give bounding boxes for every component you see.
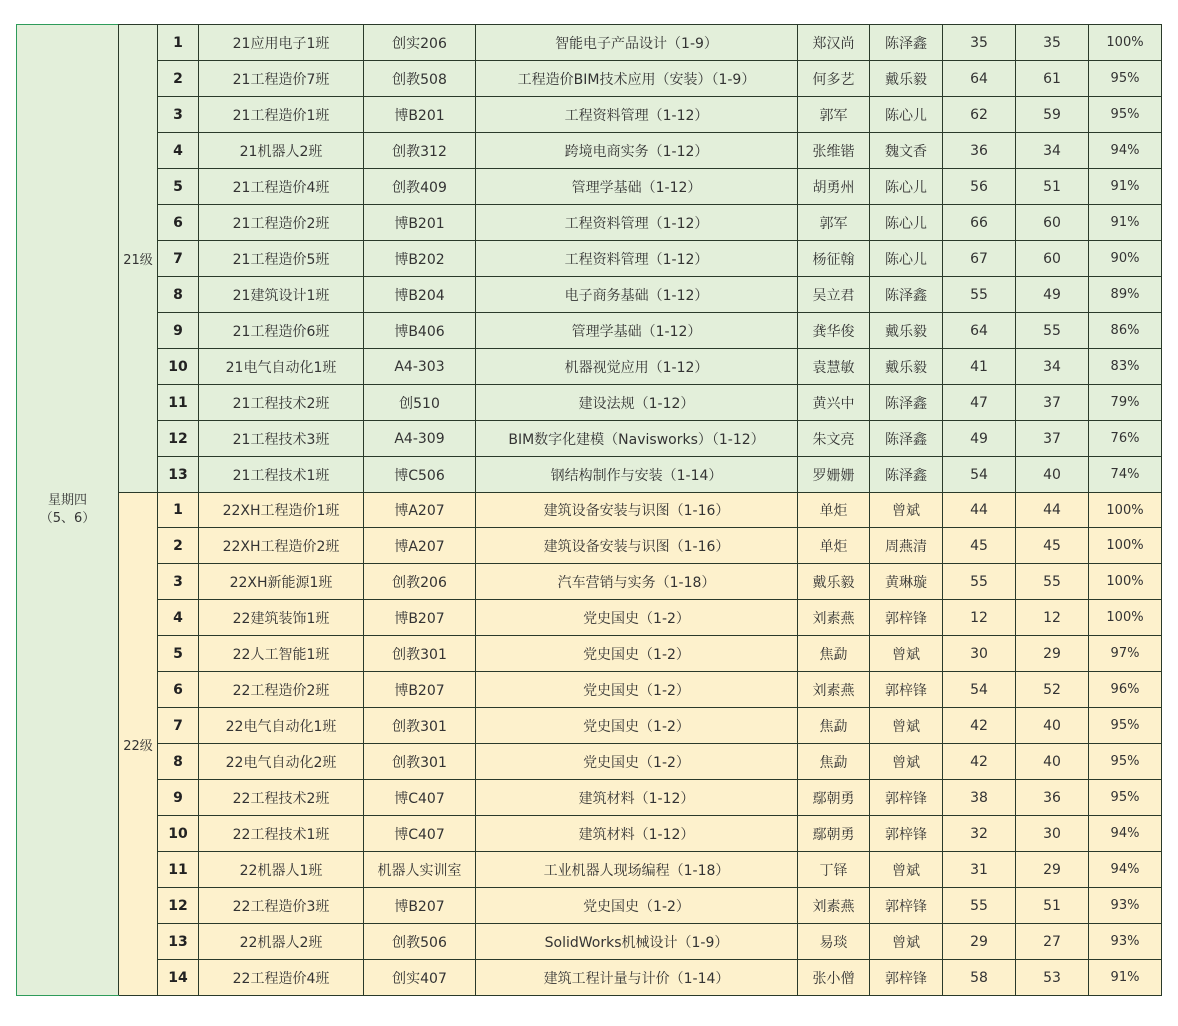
expected-count: 49 bbox=[943, 421, 1016, 457]
supervisor-name: 陈泽鑫 bbox=[870, 457, 943, 493]
teacher-name: 何多艺 bbox=[798, 61, 870, 97]
actual-count: 40 bbox=[1016, 744, 1089, 780]
row-number: 8 bbox=[158, 744, 199, 780]
row-number: 1 bbox=[158, 493, 199, 528]
classroom: A4-303 bbox=[364, 349, 476, 385]
classroom: 机器人实训室 bbox=[364, 852, 476, 888]
supervisor-name: 戴乐毅 bbox=[870, 61, 943, 97]
expected-count: 41 bbox=[943, 349, 1016, 385]
actual-count: 12 bbox=[1016, 600, 1089, 636]
supervisor-name: 周燕清 bbox=[870, 528, 943, 564]
attendance-rate: 100% bbox=[1089, 600, 1162, 636]
classroom: 创510 bbox=[364, 385, 476, 421]
classroom: 博B207 bbox=[364, 672, 476, 708]
course-name: 建筑工程计量与计价（1-14） bbox=[476, 960, 798, 996]
supervisor-name: 曾斌 bbox=[870, 636, 943, 672]
grade-label: 21级 bbox=[119, 25, 158, 493]
course-name: 智能电子产品设计（1-9） bbox=[476, 25, 798, 61]
teacher-name: 胡勇州 bbox=[798, 169, 870, 205]
expected-count: 55 bbox=[943, 277, 1016, 313]
row-number: 6 bbox=[158, 672, 199, 708]
table-row bbox=[17, 385, 1162, 421]
actual-count: 61 bbox=[1016, 61, 1089, 97]
actual-count: 53 bbox=[1016, 960, 1089, 996]
table-row bbox=[17, 708, 1162, 744]
row-number: 4 bbox=[158, 133, 199, 169]
expected-count: 35 bbox=[943, 25, 1016, 61]
classroom: A4-309 bbox=[364, 421, 476, 457]
row-number: 5 bbox=[158, 169, 199, 205]
classroom: 博C407 bbox=[364, 780, 476, 816]
expected-count: 42 bbox=[943, 708, 1016, 744]
teacher-name: 戴乐毅 bbox=[798, 564, 870, 600]
actual-count: 40 bbox=[1016, 708, 1089, 744]
expected-count: 47 bbox=[943, 385, 1016, 421]
actual-count: 27 bbox=[1016, 924, 1089, 960]
actual-count: 52 bbox=[1016, 672, 1089, 708]
course-name: 党史国史（1-2） bbox=[476, 744, 798, 780]
expected-count: 44 bbox=[943, 493, 1016, 528]
expected-count: 30 bbox=[943, 636, 1016, 672]
table-row bbox=[17, 97, 1162, 133]
attendance-rate: 91% bbox=[1089, 205, 1162, 241]
classroom: 博A207 bbox=[364, 493, 476, 528]
row-number: 3 bbox=[158, 97, 199, 133]
table-row bbox=[17, 169, 1162, 205]
attendance-table bbox=[16, 24, 1162, 996]
table-row bbox=[17, 349, 1162, 385]
actual-count: 29 bbox=[1016, 852, 1089, 888]
classroom: 创教409 bbox=[364, 169, 476, 205]
teacher-name: 吴立君 bbox=[798, 277, 870, 313]
class-name: 21工程造价2班 bbox=[199, 205, 364, 241]
expected-count: 66 bbox=[943, 205, 1016, 241]
course-name: 机器视觉应用（1-12） bbox=[476, 349, 798, 385]
row-number: 5 bbox=[158, 636, 199, 672]
class-name: 22工程造价2班 bbox=[199, 672, 364, 708]
attendance-rate: 95% bbox=[1089, 708, 1162, 744]
classroom: 博C407 bbox=[364, 816, 476, 852]
actual-count: 60 bbox=[1016, 205, 1089, 241]
class-name: 21工程技术2班 bbox=[199, 385, 364, 421]
teacher-name: 鄢朝勇 bbox=[798, 780, 870, 816]
teacher-name: 刘素燕 bbox=[798, 672, 870, 708]
teacher-name: 焦勐 bbox=[798, 636, 870, 672]
course-name: SolidWorks机械设计（1-9） bbox=[476, 924, 798, 960]
expected-count: 55 bbox=[943, 564, 1016, 600]
supervisor-name: 黄琳璇 bbox=[870, 564, 943, 600]
course-name: 建筑材料（1-12） bbox=[476, 780, 798, 816]
classroom: 博B202 bbox=[364, 241, 476, 277]
table-row bbox=[17, 457, 1162, 493]
attendance-rate: 95% bbox=[1089, 97, 1162, 133]
classroom: 博A207 bbox=[364, 528, 476, 564]
attendance-rate: 79% bbox=[1089, 385, 1162, 421]
grade-label: 22级 bbox=[119, 493, 158, 996]
actual-count: 34 bbox=[1016, 349, 1089, 385]
table-row bbox=[17, 888, 1162, 924]
classroom: 创教508 bbox=[364, 61, 476, 97]
class-name: 21应用电子1班 bbox=[199, 25, 364, 61]
supervisor-name: 曾斌 bbox=[870, 852, 943, 888]
actual-count: 55 bbox=[1016, 564, 1089, 600]
table-row bbox=[17, 133, 1162, 169]
course-name: 管理学基础（1-12） bbox=[476, 313, 798, 349]
expected-count: 55 bbox=[943, 888, 1016, 924]
teacher-name: 龚华俊 bbox=[798, 313, 870, 349]
course-name: 党史国史（1-2） bbox=[476, 708, 798, 744]
teacher-name: 焦勐 bbox=[798, 708, 870, 744]
actual-count: 45 bbox=[1016, 528, 1089, 564]
table-row bbox=[17, 672, 1162, 708]
course-name: 跨境电商实务（1-12） bbox=[476, 133, 798, 169]
actual-count: 51 bbox=[1016, 888, 1089, 924]
classroom: 博B204 bbox=[364, 277, 476, 313]
classroom: 博B201 bbox=[364, 97, 476, 133]
day-label: 星期四 bbox=[47, 493, 87, 508]
row-number: 6 bbox=[158, 205, 199, 241]
row-number: 10 bbox=[158, 816, 199, 852]
attendance-rate: 76% bbox=[1089, 421, 1162, 457]
course-name: 党史国史（1-2） bbox=[476, 636, 798, 672]
supervisor-name: 曾斌 bbox=[870, 708, 943, 744]
attendance-rate: 100% bbox=[1089, 25, 1162, 61]
teacher-name: 刘素燕 bbox=[798, 888, 870, 924]
supervisor-name: 陈泽鑫 bbox=[870, 421, 943, 457]
classroom: 创教301 bbox=[364, 636, 476, 672]
class-name: 21工程造价4班 bbox=[199, 169, 364, 205]
teacher-name: 单炬 bbox=[798, 493, 870, 528]
row-number: 7 bbox=[158, 708, 199, 744]
class-name: 22人工智能1班 bbox=[199, 636, 364, 672]
expected-count: 56 bbox=[943, 169, 1016, 205]
expected-count: 54 bbox=[943, 672, 1016, 708]
supervisor-name: 郭梓锋 bbox=[870, 960, 943, 996]
attendance-rate: 83% bbox=[1089, 349, 1162, 385]
teacher-name: 罗姗姗 bbox=[798, 457, 870, 493]
table-row bbox=[17, 205, 1162, 241]
row-number: 11 bbox=[158, 385, 199, 421]
course-name: 工程资料管理（1-12） bbox=[476, 205, 798, 241]
course-name: 工业机器人现场编程（1-18） bbox=[476, 852, 798, 888]
attendance-rate: 96% bbox=[1089, 672, 1162, 708]
class-name: 21工程造价1班 bbox=[199, 97, 364, 133]
attendance-rate: 90% bbox=[1089, 241, 1162, 277]
teacher-name: 朱文亮 bbox=[798, 421, 870, 457]
attendance-rate: 91% bbox=[1089, 960, 1162, 996]
table-row bbox=[17, 852, 1162, 888]
supervisor-name: 曾斌 bbox=[870, 924, 943, 960]
teacher-name: 易琰 bbox=[798, 924, 870, 960]
row-number: 4 bbox=[158, 600, 199, 636]
supervisor-name: 曾斌 bbox=[870, 744, 943, 780]
supervisor-name: 戴乐毅 bbox=[870, 349, 943, 385]
expected-count: 42 bbox=[943, 744, 1016, 780]
day-cell bbox=[17, 25, 119, 996]
row-number: 13 bbox=[158, 924, 199, 960]
course-name: 党史国史（1-2） bbox=[476, 672, 798, 708]
classroom: 博B207 bbox=[364, 600, 476, 636]
supervisor-name: 郭梓锋 bbox=[870, 816, 943, 852]
class-name: 22XH工程造价2班 bbox=[199, 528, 364, 564]
supervisor-name: 郭梓锋 bbox=[870, 600, 943, 636]
supervisor-name: 郭梓锋 bbox=[870, 888, 943, 924]
expected-count: 64 bbox=[943, 313, 1016, 349]
attendance-sheet bbox=[16, 24, 1162, 996]
expected-count: 45 bbox=[943, 528, 1016, 564]
actual-count: 29 bbox=[1016, 636, 1089, 672]
row-number: 3 bbox=[158, 564, 199, 600]
table-row bbox=[17, 61, 1162, 97]
row-number: 14 bbox=[158, 960, 199, 996]
actual-count: 36 bbox=[1016, 780, 1089, 816]
expected-count: 58 bbox=[943, 960, 1016, 996]
class-name: 22XH工程造价1班 bbox=[199, 493, 364, 528]
row-number: 2 bbox=[158, 61, 199, 97]
class-name: 21工程造价7班 bbox=[199, 61, 364, 97]
actual-count: 40 bbox=[1016, 457, 1089, 493]
supervisor-name: 陈心儿 bbox=[870, 241, 943, 277]
classroom: 博B207 bbox=[364, 888, 476, 924]
class-name: 22机器人2班 bbox=[199, 924, 364, 960]
supervisor-name: 陈泽鑫 bbox=[870, 277, 943, 313]
expected-count: 54 bbox=[943, 457, 1016, 493]
teacher-name: 郑汉尚 bbox=[798, 25, 870, 61]
teacher-name: 郭军 bbox=[798, 97, 870, 133]
supervisor-name: 戴乐毅 bbox=[870, 313, 943, 349]
actual-count: 60 bbox=[1016, 241, 1089, 277]
supervisor-name: 陈泽鑫 bbox=[870, 385, 943, 421]
classroom: 创教206 bbox=[364, 564, 476, 600]
row-number: 8 bbox=[158, 277, 199, 313]
table-row bbox=[17, 816, 1162, 852]
classroom: 博B406 bbox=[364, 313, 476, 349]
course-name: 钢结构制作与安装（1-14） bbox=[476, 457, 798, 493]
supervisor-name: 郭梓锋 bbox=[870, 780, 943, 816]
course-name: 建筑设备安装与识图（1-16） bbox=[476, 493, 798, 528]
class-name: 22电气自动化1班 bbox=[199, 708, 364, 744]
classroom: 创教301 bbox=[364, 708, 476, 744]
table-row bbox=[17, 924, 1162, 960]
course-name: 建筑设备安装与识图（1-16） bbox=[476, 528, 798, 564]
teacher-name: 张小僧 bbox=[798, 960, 870, 996]
supervisor-name: 陈心儿 bbox=[870, 97, 943, 133]
attendance-rate: 94% bbox=[1089, 852, 1162, 888]
actual-count: 37 bbox=[1016, 421, 1089, 457]
expected-count: 64 bbox=[943, 61, 1016, 97]
teacher-name: 杨征翰 bbox=[798, 241, 870, 277]
table-row bbox=[17, 528, 1162, 564]
attendance-rate: 95% bbox=[1089, 61, 1162, 97]
class-name: 21工程技术1班 bbox=[199, 457, 364, 493]
actual-count: 34 bbox=[1016, 133, 1089, 169]
table-row bbox=[17, 600, 1162, 636]
actual-count: 55 bbox=[1016, 313, 1089, 349]
table-row bbox=[17, 313, 1162, 349]
table-row bbox=[17, 636, 1162, 672]
expected-count: 67 bbox=[943, 241, 1016, 277]
attendance-rate: 93% bbox=[1089, 924, 1162, 960]
course-name: 工程资料管理（1-12） bbox=[476, 241, 798, 277]
attendance-rate: 91% bbox=[1089, 169, 1162, 205]
row-number: 10 bbox=[158, 349, 199, 385]
actual-count: 30 bbox=[1016, 816, 1089, 852]
supervisor-name: 魏文香 bbox=[870, 133, 943, 169]
course-name: 管理学基础（1-12） bbox=[476, 169, 798, 205]
classroom: 创教301 bbox=[364, 744, 476, 780]
course-name: 党史国史（1-2） bbox=[476, 888, 798, 924]
teacher-name: 焦勐 bbox=[798, 744, 870, 780]
course-name: 汽车营销与实务（1-18） bbox=[476, 564, 798, 600]
period-label: （5、6） bbox=[39, 511, 96, 526]
attendance-rate: 97% bbox=[1089, 636, 1162, 672]
attendance-rate: 100% bbox=[1089, 493, 1162, 528]
teacher-name: 郭军 bbox=[798, 205, 870, 241]
row-number: 7 bbox=[158, 241, 199, 277]
expected-count: 12 bbox=[943, 600, 1016, 636]
attendance-rate: 94% bbox=[1089, 816, 1162, 852]
table-row bbox=[17, 780, 1162, 816]
actual-count: 35 bbox=[1016, 25, 1089, 61]
attendance-rate: 95% bbox=[1089, 780, 1162, 816]
attendance-rate: 74% bbox=[1089, 457, 1162, 493]
supervisor-name: 陈泽鑫 bbox=[870, 25, 943, 61]
classroom: 博B201 bbox=[364, 205, 476, 241]
row-number: 12 bbox=[158, 888, 199, 924]
classroom: 创实407 bbox=[364, 960, 476, 996]
teacher-name: 袁慧敏 bbox=[798, 349, 870, 385]
classroom: 博C506 bbox=[364, 457, 476, 493]
teacher-name: 单炬 bbox=[798, 528, 870, 564]
class-name: 21电气自动化1班 bbox=[199, 349, 364, 385]
attendance-rate: 95% bbox=[1089, 744, 1162, 780]
table-row bbox=[17, 25, 1162, 61]
class-name: 22工程技术2班 bbox=[199, 780, 364, 816]
expected-count: 32 bbox=[943, 816, 1016, 852]
class-name: 22机器人1班 bbox=[199, 852, 364, 888]
table-row bbox=[17, 241, 1162, 277]
actual-count: 51 bbox=[1016, 169, 1089, 205]
classroom: 创教312 bbox=[364, 133, 476, 169]
class-name: 22电气自动化2班 bbox=[199, 744, 364, 780]
attendance-rate: 93% bbox=[1089, 888, 1162, 924]
course-name: 电子商务基础（1-12） bbox=[476, 277, 798, 313]
table-row bbox=[17, 564, 1162, 600]
classroom: 创实206 bbox=[364, 25, 476, 61]
row-number: 11 bbox=[158, 852, 199, 888]
table-row bbox=[17, 277, 1162, 313]
course-name: BIM数字化建模（Navisworks）（1-12） bbox=[476, 421, 798, 457]
course-name: 工程资料管理（1-12） bbox=[476, 97, 798, 133]
attendance-rate: 89% bbox=[1089, 277, 1162, 313]
supervisor-name: 曾斌 bbox=[870, 493, 943, 528]
teacher-name: 鄢朝勇 bbox=[798, 816, 870, 852]
class-name: 21建筑设计1班 bbox=[199, 277, 364, 313]
teacher-name: 黄兴中 bbox=[798, 385, 870, 421]
course-name: 建筑材料（1-12） bbox=[476, 816, 798, 852]
actual-count: 37 bbox=[1016, 385, 1089, 421]
class-name: 21机器人2班 bbox=[199, 133, 364, 169]
expected-count: 29 bbox=[943, 924, 1016, 960]
course-name: 工程造价BIM技术应用（安装）（1-9） bbox=[476, 61, 798, 97]
row-number: 2 bbox=[158, 528, 199, 564]
actual-count: 44 bbox=[1016, 493, 1089, 528]
attendance-rate: 86% bbox=[1089, 313, 1162, 349]
attendance-rate: 100% bbox=[1089, 528, 1162, 564]
table-row bbox=[17, 421, 1162, 457]
supervisor-name: 陈心儿 bbox=[870, 169, 943, 205]
class-name: 21工程技术3班 bbox=[199, 421, 364, 457]
course-name: 党史国史（1-2） bbox=[476, 600, 798, 636]
row-number: 13 bbox=[158, 457, 199, 493]
class-name: 22工程技术1班 bbox=[199, 816, 364, 852]
row-number: 9 bbox=[158, 780, 199, 816]
classroom: 创教506 bbox=[364, 924, 476, 960]
teacher-name: 张维锴 bbox=[798, 133, 870, 169]
expected-count: 31 bbox=[943, 852, 1016, 888]
teacher-name: 丁铎 bbox=[798, 852, 870, 888]
attendance-rate: 94% bbox=[1089, 133, 1162, 169]
table-row bbox=[17, 744, 1162, 780]
class-name: 21工程造价6班 bbox=[199, 313, 364, 349]
teacher-name: 刘素燕 bbox=[798, 600, 870, 636]
actual-count: 59 bbox=[1016, 97, 1089, 133]
expected-count: 62 bbox=[943, 97, 1016, 133]
table-row bbox=[17, 493, 1162, 528]
attendance-rate: 100% bbox=[1089, 564, 1162, 600]
course-name: 建设法规（1-12） bbox=[476, 385, 798, 421]
class-name: 21工程造价5班 bbox=[199, 241, 364, 277]
class-name: 22建筑装饰1班 bbox=[199, 600, 364, 636]
table-row bbox=[17, 960, 1162, 996]
supervisor-name: 郭梓锋 bbox=[870, 672, 943, 708]
expected-count: 38 bbox=[943, 780, 1016, 816]
row-number: 1 bbox=[158, 25, 199, 61]
class-name: 22XH新能源1班 bbox=[199, 564, 364, 600]
actual-count: 49 bbox=[1016, 277, 1089, 313]
class-name: 22工程造价3班 bbox=[199, 888, 364, 924]
row-number: 9 bbox=[158, 313, 199, 349]
row-number: 12 bbox=[158, 421, 199, 457]
supervisor-name: 陈心儿 bbox=[870, 205, 943, 241]
class-name: 22工程造价4班 bbox=[199, 960, 364, 996]
expected-count: 36 bbox=[943, 133, 1016, 169]
